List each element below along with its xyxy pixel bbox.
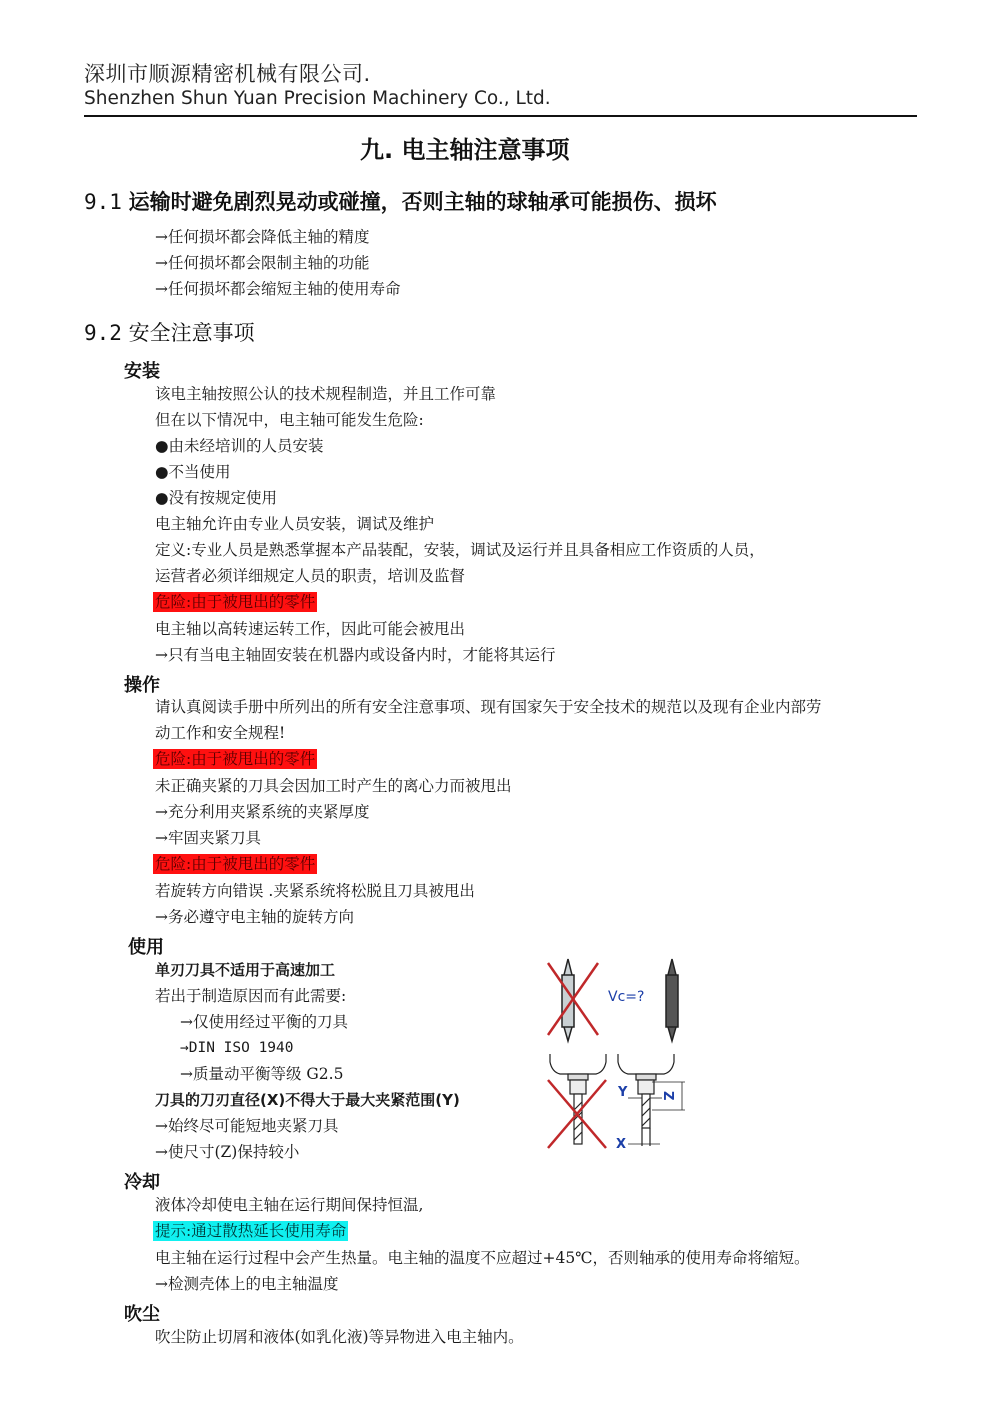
list-item: →DIN ISO 1940 <box>180 1040 294 1056</box>
tip-label: 提示:通过散热延长使用寿命 <box>155 1222 347 1240</box>
paragraph-line: 该电主轴按照公认的技术规程制造，并且工作可靠 <box>155 385 497 403</box>
danger-warning-label: 危险:由于被甩出的零件 <box>155 593 316 611</box>
paragraph-line: 未正确夹紧的刀具会因加工时产生的离心力而被甩出 <box>155 777 512 795</box>
paragraph-line: 但在以下情况中，电主轴可能发生危险: <box>155 411 424 429</box>
paragraph-line: 电主轴在运行过程中会产生热量。电主轴的温度不应超过+45℃，否则轴承的使用寿命将缩短。 <box>155 1249 810 1267</box>
subsection-dust-heading: 吹尘 <box>124 1304 160 1325</box>
danger-warning-label: 危险:由于被甩出的零件 <box>155 855 316 873</box>
spindle-long-clamp-icon <box>550 1054 606 1144</box>
list-item: →质量动平衡等级 G2.5 <box>180 1065 344 1083</box>
usage-note-bold: 单刃刀具不适用于高速加工 <box>155 961 336 979</box>
page-title: 九. 电主轴注意事项 <box>360 136 570 164</box>
paragraph-line: 定义:专业人员是熟悉掌握本产品装配，安装，调试及运行并且具备相应工作资质的人员， <box>155 541 765 559</box>
clamping-range-figure <box>540 1050 700 1150</box>
subsection-install-heading: 安装 <box>124 361 160 382</box>
section-number: 9.2 <box>84 321 122 345</box>
section-number: 9.1 <box>84 190 122 214</box>
paragraph-line: 运营者必须详细规定人员的职责，培训及监督 <box>155 567 466 585</box>
list-item: →只有当电主轴固安装在机器内或设备内时，才能将其运行 <box>155 646 556 664</box>
list-item: →牢固夹紧刀具 <box>155 829 261 847</box>
list-item: →务必遵守电主轴的旋转方向 <box>155 908 354 926</box>
paragraph-line: 电主轴允许由专业人员安装，调试及维护 <box>155 515 435 533</box>
usage-note-bold: 刀具的刀刃直径(X)不得大于最大夹紧范围(Y) <box>155 1091 460 1109</box>
list-item: →任何损坏都会限制主轴的功能 <box>155 254 370 272</box>
bullet-item: ●不当使用 <box>155 463 231 481</box>
dimension-z-label: Z <box>660 1091 675 1101</box>
tool-balance-figure <box>540 955 700 1045</box>
section-9-2-heading <box>84 317 255 347</box>
subsection-usage-heading: 使用 <box>128 937 164 958</box>
list-item: →仅使用经过平衡的刀具 <box>180 1013 348 1031</box>
danger-warning-label: 危险:由于被甩出的零件 <box>155 750 316 768</box>
dimension-x-label: X <box>616 1137 627 1150</box>
paragraph-line: 电主轴以高转速运转工作，因此可能会被甩出 <box>155 620 466 638</box>
bullet-item: ●由未经培训的人员安装 <box>155 437 324 455</box>
vc-label: Vc=? <box>608 989 645 1005</box>
header-divider <box>84 115 917 117</box>
list-item: →充分利用夹紧系统的夹紧厚度 <box>155 803 370 821</box>
list-item: →使尺寸(Z)保持较小 <box>155 1143 300 1161</box>
list-item: →检测壳体上的电主轴温度 <box>155 1275 339 1293</box>
list-item: →任何损坏都会降低主轴的精度 <box>155 228 370 246</box>
list-item: →任何损坏都会缩短主轴的使用寿命 <box>155 280 401 298</box>
section-title: 运输时避免剧烈晃动或碰撞，否则主轴的球轴承可能损伤、损坏 <box>128 190 717 214</box>
bullet-item: ●没有按规定使用 <box>155 489 278 507</box>
subsection-operation-heading: 操作 <box>124 675 160 696</box>
paragraph-line: 请认真阅读手册中所列出的所有安全注意事项、现有国家矢于安全技术的规范以及现有企业内部劳 <box>155 698 822 716</box>
paragraph-line: 动工作和安全规程! <box>155 724 286 742</box>
paragraph-line: 若旋转方向错误 .夹紧系统将松脱且刀具被甩出 <box>155 882 475 900</box>
paragraph-line: 吹尘防止切屑和液体(如乳化液)等异物进入电主轴内。 <box>155 1328 524 1346</box>
company-name-cn: 深圳市顺源精密机械有限公司. <box>84 62 371 86</box>
balanced-tool-icon <box>666 959 678 1041</box>
subsection-cooling-heading: 冷却 <box>124 1172 160 1193</box>
dimension-lines <box>628 1082 685 1144</box>
section-title: 安全注意事项 <box>128 321 255 345</box>
section-9-1-heading <box>84 186 717 216</box>
company-name-en: Shenzhen Shun Yuan Precision Machinery Co., Ltd. <box>84 88 551 109</box>
paragraph-line: 液体冷却使电主轴在运行期间保持恒温, <box>155 1196 424 1214</box>
list-item: →始终尽可能短地夹紧刀具 <box>155 1117 339 1135</box>
paragraph-line: 若出于制造原因而有此需要: <box>155 987 347 1005</box>
dimension-y-label: Y <box>618 1085 628 1100</box>
